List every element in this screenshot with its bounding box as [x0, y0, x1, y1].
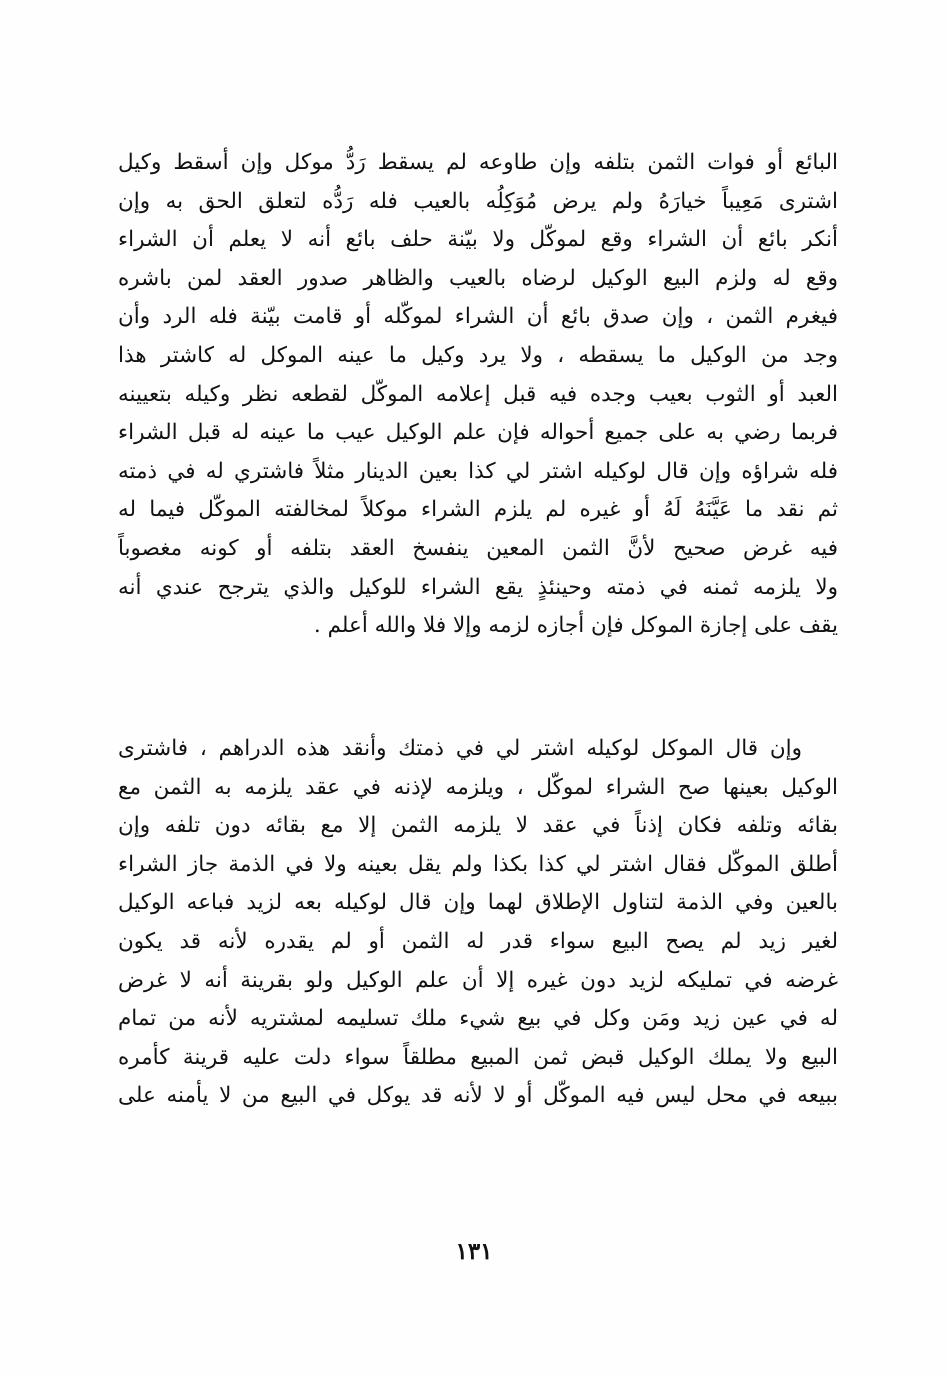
text-line: وإن قال الموكل لوكيله اشتر لي في ذمتك وأنقد هذه الدراهم ، فاشترى	[118, 736, 802, 761]
text-line: فربما رضي به على جميع أحواله فإن علم الوكيل عيب ما عينه له قبل الشراء	[118, 420, 838, 446]
text-line: وقع له ولزم البيع الوكيل لرضاه بالعيب والظاهر صدور العقد لمن باشره	[118, 265, 838, 291]
text-line: وجد من الوكيل ما يسقطه ، ولا يرد وكيل ما عينه الموكل له كاشتر هذا	[118, 342, 838, 368]
text-line: فله شراؤه وإن قال لوكيله اشتر لي كذا بعين الدينار مثلاً فاشتري له في ذمته	[118, 458, 838, 484]
text-line: له في عين زيد ومَن وكل في بيع شيء ملك تسليمه لمشتريه لأنه من تمام	[118, 1006, 838, 1032]
text-line: ثم نقد ما عَيَّنَهُ لَهُ أو غيره لم يلزم الشراء موكلاً لمخالفته الموكّل فيما له	[118, 497, 838, 523]
paragraph-1	[118, 144, 838, 646]
text-line: اشترى مَعِيباً خيارَهُ ولم يرض مُوَكِلُه بالعيب فله رَدُّه لتعلق الحق به وإن	[118, 188, 838, 214]
text-line: ببيعه في محل ليس فيه الموكّل أو لا لأنه قد يوكل في البيع من لا يأمنه على	[118, 1083, 838, 1109]
text-line: البائع أو فوات الثمن بتلفه وإن طاوعه لم يسقط رَدُّ موكل وإن أسقط وكيل	[118, 150, 838, 175]
text-line: أطلق الموكّل فقال اشتر لي كذا بكذا ولم يقل بعينه ولا في الذمة جاز الشراء	[118, 851, 838, 877]
page-number: ١٣١	[455, 1238, 493, 1265]
text-line: البيع ولا يملك الوكيل قبض ثمن المبيع مطلقاً سواء دلت عليه قرينة كأمره	[118, 1044, 838, 1070]
text-line: لغير زيد لم يصح البيع سواء قدر له الثمن أو لم يقدره لأنه قد يكون	[118, 928, 838, 954]
text-line: فيغرم الثمن ، وإن صدق بائع أن الشراء لموكّله أو قامت بيّنة فله الرد وأن	[118, 304, 838, 330]
text-line: الوكيل بعينها صح الشراء لموكّل ، ويلزمه لإذنه في عقد يلزمه به الثمن مع	[118, 774, 838, 800]
text-line: فيه غرض صحيح لأنَّ الثمن المعين ينفسخ العقد بتلفه أو كونه مغصوباً	[118, 535, 838, 561]
text-line: يقف على إجازة الموكل فإن أجازه لزمه وإلا فلا والله أعلم .	[313, 613, 838, 639]
text-line: غرضه في تمليكه لزيد دون غيره إلا أن علم الوكيل ولو بقرينة أنه لا غرض	[118, 967, 838, 993]
text-line: أنكر بائع أن الشراء وقع لموكّل ولا بيّنة حلف بائع أنه لا يعلم أن الشراء	[118, 227, 838, 253]
paragraph-2	[118, 730, 838, 1116]
text-line: العبد أو الثوب بعيب وجده فيه قبل إعلامه الموكّل لقطعه نظر وكيله بتعيينه	[118, 381, 838, 407]
text-line: بقائه وتلفه فكان إذناً في عقد لا يلزمه الثمن إلا مع بقائه دون تلفه وإن	[118, 813, 838, 839]
text-line: ولا يلزمه ثمنه في ذمته وحينئذٍ يقع الشراء للوكيل والذي يترجح عندي أنه	[118, 574, 838, 600]
text-line: بالعين وفي الذمة لتناول الإطلاق لهما وإن قال لوكيله بعه لزيد فباعه الوكيل	[118, 890, 838, 916]
